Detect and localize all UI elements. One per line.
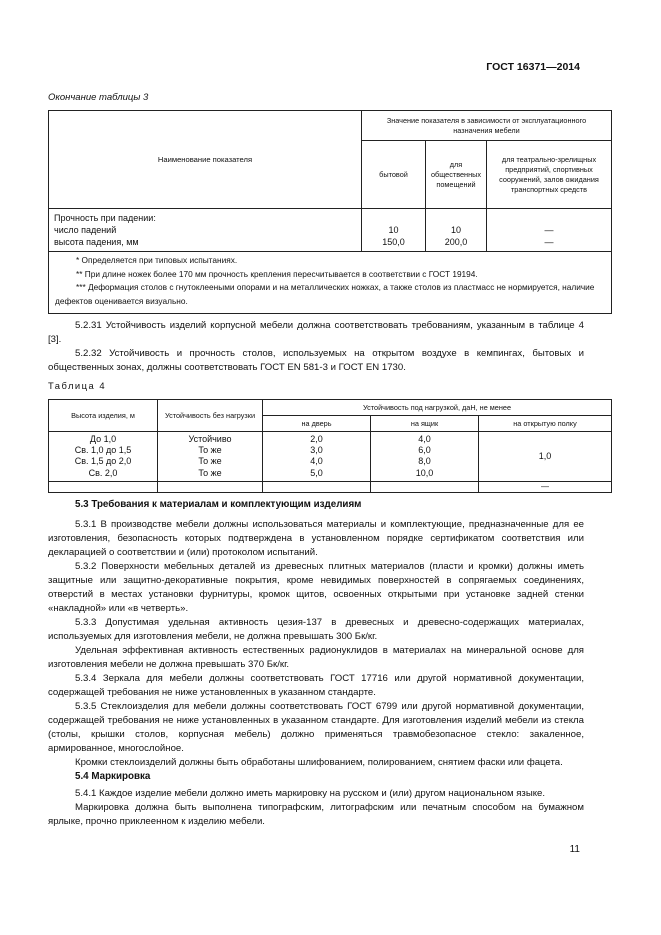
household-v1: 10: [388, 225, 399, 235]
col-household-header: бытовой: [362, 141, 426, 209]
shelf-dash: —: [479, 481, 612, 492]
para-5-4-1: 5.4.1 Каждое изделие мебели должно иметь маркировку на русском и (или) другом национальном языке.: [75, 788, 546, 799]
para-5-3-3: 5.3.3 Допустимая удельная активность цезия-137 в древесных и древесно-содержащих материалах, используемых для изготовления мебели, не должна превышать 300 Бк/кг.: [48, 617, 584, 642]
para-5-3-1: 5.3.1 В производстве мебели должны использоваться материалы и комплектующие, предназначенные для ее изготовления, безопасность которых подтверждена в установленном порядке сертификатом соответствия или декларацией о соответствии и (или) протоколом испытаний.: [48, 519, 584, 558]
col-theater-header: для театрально-зрелищных предприятий, спортивных сооружений, залов ожидания транспортных средств: [487, 141, 612, 209]
para-5-4-1b: Маркировка должна быть выполнена типографским, литографским или печатным способом на бумажном ярлыке, прочно приклеенном к изделию мебели.: [48, 802, 584, 827]
household-values: [362, 209, 426, 252]
theater-v2: —: [544, 237, 554, 247]
table4-title: Таблица 4: [48, 380, 107, 391]
drawer-col: [371, 432, 479, 482]
table-3: [48, 110, 612, 314]
col-group-header: Значение показателя в зависимости от эксплуатационного назначения мебели: [362, 111, 612, 141]
standard-number: ГОСТ 16371—2014: [486, 61, 580, 73]
para-5-2-32: 5.2.32 Устойчивость и прочность столов, используемых на открытом воздухе в кемпингах, бытовых и общественных зонах, должны соответствовать ГОСТ EN 581-3 и ГОСТ EN 1730.: [48, 348, 584, 373]
door-3: 5,0: [310, 467, 323, 478]
para-5-2-31-block: [48, 319, 584, 375]
col-height-header: Высота изделия, м: [49, 400, 158, 432]
para-5-3-3b: Удельная эффективная активность естественных радионуклидов в материалах на минеральной основе для изготовления мебели не должна превышать 370 Бк/кг.: [48, 645, 584, 670]
col-drawer-header: на ящик: [371, 416, 479, 432]
stable-0: Устойчиво: [188, 434, 232, 444]
height-2: Св. 1,5 до 2,0: [74, 456, 132, 467]
row-label-cell: [49, 209, 362, 252]
height-3: Св. 2,0: [88, 467, 118, 478]
drawer-1: 6,0: [418, 445, 431, 456]
drawer-3: 10,0: [415, 467, 434, 478]
section-5-4-heading: 5.4 Маркировка: [75, 771, 151, 782]
row-sub2: высота падения, мм: [54, 237, 139, 247]
col-load-group-header: Устойчивость под нагрузкой, даН, не менее: [263, 400, 612, 416]
stable-3: То же: [198, 467, 222, 478]
row-label: Прочность при падении:: [54, 213, 156, 223]
stable-col: [158, 432, 263, 482]
public-v1: 10: [450, 225, 461, 235]
col-public-header: для общественных помещений: [426, 141, 487, 209]
table-4: [48, 399, 612, 493]
para-5-3-5: 5.3.5 Стеклоизделия для мебели должны соответствовать ГОСТ 6799 или другой нормативной документации, содержащей требования не ниже установленных в указанном стандарте. Для изготовления изделий мебели из стекла (столы, крышки столов, корпусная мебель) должно применяться травмобезопасное стекло: закаленное, армированное, многослойное.: [48, 701, 584, 754]
theater-v1: —: [544, 225, 554, 235]
section-5-4-body: [48, 787, 584, 829]
shelf-col: [479, 432, 612, 482]
col-door-header: на дверь: [263, 416, 371, 432]
col-name-header: Наименование показателя: [49, 111, 362, 209]
note-3: *** Деформация столов с гнутоклееными опорами и на металлических ножках, а также столов из пластмасс не нормируется, наличие дефектов оценивается визуально.: [55, 282, 595, 306]
section-5-3-body: [48, 518, 584, 770]
door-1: 3,0: [310, 445, 323, 456]
door-0: 2,0: [310, 434, 323, 444]
page-number: 11: [569, 844, 580, 855]
section-5-3-heading: 5.3 Требования к материалам и комплектующим изделиям: [75, 499, 362, 510]
household-v2: 150,0: [382, 237, 405, 247]
stable-1: То же: [198, 445, 222, 456]
row-sub1: число падений: [54, 225, 117, 235]
height-0: До 1,0: [89, 434, 117, 444]
door-2: 4,0: [310, 456, 323, 467]
drawer-2: 8,0: [418, 456, 431, 467]
theater-values: [487, 209, 612, 252]
col-stable-header: Устойчивость без нагрузки: [158, 400, 263, 432]
table3-notes: [49, 252, 612, 314]
note-2: ** При длине ножек более 170 мм прочность крепления пересчитывается в соответствии с ГОСТ 19194.: [76, 268, 478, 279]
public-v2: 200,0: [444, 237, 468, 247]
table3-caption: Окончание таблицы 3: [48, 92, 149, 103]
para-5-3-5b: Кромки стеклоизделий должны быть обработаны шлифованием, полированием, снятием фаски или фацета.: [75, 757, 563, 768]
shelf-value: 1,0: [538, 450, 552, 461]
para-5-2-31: 5.2.31 Устойчивость изделий корпусной мебели должна соответствовать требованиям, указанным в таблице 4 [3].: [48, 320, 584, 345]
para-5-3-4: 5.3.4 Зеркала для мебели должны соответствовать ГОСТ 17716 или другой нормативной документации, содержащей требования не ниже установленных в указанном стандарте.: [48, 673, 584, 698]
door-col: [263, 432, 371, 482]
stable-2: То же: [198, 456, 222, 467]
col-shelf-header: на открытую полку: [479, 416, 612, 432]
height-1: Св. 1,0 до 1,5: [74, 445, 132, 456]
height-col: [49, 432, 158, 482]
para-5-3-2: 5.3.2 Поверхности мебельных деталей из древесных плитных материалов (пласти и кромки) должны иметь защитные или защитно-декоративные покрытия, кроме невидимых поверхностей в сопрягаемых соединениях, отверстий в местах установки фурнитуры, кромок щитов, освоенных открытыми при установке задней стенки «накладной» или «в четверть».: [48, 561, 584, 614]
drawer-0: 4,0: [418, 434, 431, 444]
note-1: * Определяется при типовых испытаниях.: [76, 255, 238, 265]
public-values: [426, 209, 487, 252]
